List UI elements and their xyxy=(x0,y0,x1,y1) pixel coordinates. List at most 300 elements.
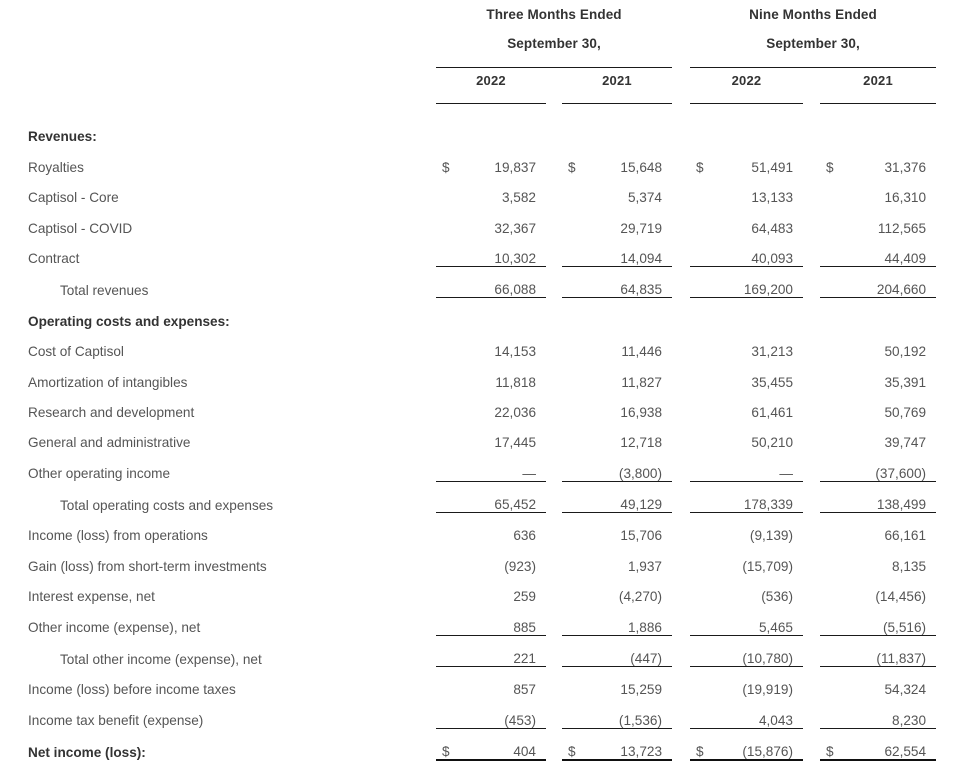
row-label: Captisol - COVID xyxy=(28,220,133,236)
col-gap-1 xyxy=(546,574,562,604)
value-cell-3: 51,491 xyxy=(751,159,793,175)
col-gap-1 xyxy=(546,604,562,635)
col-gap-2 xyxy=(672,543,690,573)
col-gap-3 xyxy=(803,114,820,144)
currency-symbol-1 xyxy=(436,697,462,728)
year-gap-2 xyxy=(672,68,690,95)
col-gap-3 xyxy=(803,359,820,389)
value-cell-2: 49,129 xyxy=(588,481,672,512)
col-gap-1 xyxy=(546,728,562,760)
currency-symbol-2 xyxy=(562,604,588,635)
group-rule-three-months xyxy=(436,58,672,68)
group-rule-row xyxy=(0,58,961,68)
value-cell-4: 8,135 xyxy=(892,558,927,574)
header-tail xyxy=(936,0,961,30)
row-tail xyxy=(936,175,961,205)
currency-symbol-1: $ xyxy=(442,159,450,175)
col-gap-2 xyxy=(672,450,690,481)
value-cell-3 xyxy=(716,298,803,329)
currency-symbol-2 xyxy=(562,114,588,144)
currency-symbol-3 xyxy=(690,236,716,267)
row-label: Total operating costs and expenses xyxy=(60,497,274,513)
rule-spacer xyxy=(0,58,436,68)
currency-symbol-4 xyxy=(820,236,846,267)
currency-symbol-3 xyxy=(690,574,716,604)
row-label: Operating costs and expenses: xyxy=(28,313,230,329)
table-row xyxy=(0,144,961,174)
currency-symbol-1 xyxy=(436,543,462,573)
currency-symbol-2 xyxy=(562,390,588,420)
currency-symbol-1 xyxy=(436,114,462,144)
value-cell-3: (15,876) xyxy=(716,728,803,760)
value-cell-2: 15,259 xyxy=(620,682,662,698)
currency-symbol-2 xyxy=(562,420,588,450)
year-rule-1 xyxy=(436,94,546,104)
value-cell-2: 64,835 xyxy=(588,266,672,297)
table-row xyxy=(0,390,961,420)
row-label: Cost of Captisol xyxy=(28,344,124,360)
currency-symbol-3: $ xyxy=(690,728,716,760)
currency-symbol-1 xyxy=(436,481,462,512)
header-tail-2 xyxy=(936,30,961,58)
row-label: Interest expense, net xyxy=(28,589,155,605)
currency-symbol-3 xyxy=(690,604,716,635)
year-tail xyxy=(936,68,961,95)
table-row xyxy=(0,635,961,666)
currency-symbol-1 xyxy=(436,667,462,698)
col-gap-2 xyxy=(672,359,690,389)
value-cell-3: 61,461 xyxy=(751,404,793,420)
year-rule-row xyxy=(0,94,961,104)
header-spacer xyxy=(0,0,436,30)
currency-symbol-4 xyxy=(820,635,846,666)
value-cell-1: 65,452 xyxy=(462,481,546,512)
col-gap-1 xyxy=(546,635,562,666)
row-tail xyxy=(936,205,961,235)
col-gap-1 xyxy=(546,298,562,329)
value-cell-1: 885 xyxy=(513,619,536,635)
group-title-three-months: Three Months Ended xyxy=(486,7,622,22)
row-tail xyxy=(936,298,961,329)
value-cell-2: 15,648 xyxy=(620,159,662,175)
value-cell-4: 50,192 xyxy=(884,344,927,360)
value-cell-3: 4,043 xyxy=(758,712,793,728)
currency-symbol-2 xyxy=(562,329,588,359)
row-label: Revenues: xyxy=(28,129,97,145)
col-gap-1 xyxy=(546,144,562,174)
row-tail xyxy=(936,635,961,666)
currency-symbol-2: $ xyxy=(568,159,576,175)
value-cell-3 xyxy=(716,114,803,144)
col-gap-3 xyxy=(803,175,820,205)
row-label: Net income (loss): xyxy=(28,745,146,761)
value-cell-4: 54,324 xyxy=(884,682,927,698)
year-rule-4 xyxy=(820,94,936,104)
value-cell-1: 22,036 xyxy=(494,404,536,420)
year-spacer xyxy=(0,68,436,95)
value-cell-1: 3,582 xyxy=(501,190,536,206)
year-rule-gap-1 xyxy=(546,94,562,104)
col-gap-1 xyxy=(546,420,562,450)
year-col-4: 2021 xyxy=(863,73,893,88)
col-gap-3 xyxy=(803,298,820,329)
group-title-nine-months: Nine Months Ended xyxy=(749,7,877,22)
currency-symbol-3 xyxy=(690,635,716,666)
currency-symbol-3 xyxy=(690,205,716,235)
row-tail xyxy=(936,236,961,267)
value-cell-3: 5,465 xyxy=(758,619,793,635)
row-label: Gain (loss) from short-term investments xyxy=(28,558,267,574)
table-row xyxy=(0,604,961,635)
col-gap-1 xyxy=(546,481,562,512)
currency-symbol-2 xyxy=(562,667,588,698)
col-gap-3 xyxy=(803,543,820,573)
currency-symbol-4: $ xyxy=(826,159,834,175)
currency-symbol-2 xyxy=(562,574,588,604)
rule-tail xyxy=(936,58,961,68)
col-gap-2 xyxy=(672,574,690,604)
year-gap-3 xyxy=(803,68,820,95)
value-cell-1 xyxy=(462,298,546,329)
col-gap-2 xyxy=(672,175,690,205)
col-gap-1 xyxy=(546,175,562,205)
table-row xyxy=(0,420,961,450)
year-col-1: 2022 xyxy=(476,73,506,88)
currency-symbol-3 xyxy=(690,420,716,450)
currency-symbol-2 xyxy=(562,359,588,389)
value-cell-4: (37,600) xyxy=(875,465,927,481)
currency-symbol-4 xyxy=(820,604,846,635)
col-gap-2 xyxy=(672,604,690,635)
value-cell-2: 1,937 xyxy=(627,558,662,574)
value-cell-1: 259 xyxy=(513,589,536,605)
value-cell-4: 8,230 xyxy=(892,712,927,728)
currency-symbol-3 xyxy=(690,513,716,544)
table-row xyxy=(0,359,961,389)
value-cell-2: 12,718 xyxy=(620,435,662,451)
row-label: General and administrative xyxy=(28,435,191,451)
value-cell-4: 39,747 xyxy=(884,435,927,451)
row-tail xyxy=(936,359,961,389)
currency-symbol-4 xyxy=(820,697,846,728)
year-col-3: 2022 xyxy=(731,73,762,88)
table-row xyxy=(0,175,961,205)
row-label: Amortization of intangibles xyxy=(28,374,188,390)
currency-symbol-4: $ xyxy=(820,728,846,760)
value-cell-3: (19,919) xyxy=(742,682,793,698)
currency-symbol-2 xyxy=(562,635,588,666)
value-cell-4: 16,310 xyxy=(884,190,927,206)
table-row xyxy=(0,697,961,728)
header-bottom-spacer-cell xyxy=(0,104,961,115)
col-gap-3 xyxy=(803,697,820,728)
year-rule-spacer xyxy=(0,94,436,104)
header-bottom-spacer xyxy=(0,104,961,115)
value-cell-3: (10,780) xyxy=(716,635,803,666)
value-cell-4: (11,837) xyxy=(846,635,936,666)
value-cell-1: (923) xyxy=(504,558,536,574)
col-gap-3 xyxy=(803,144,820,174)
currency-symbol-4 xyxy=(820,114,846,144)
col-gap-1 xyxy=(546,513,562,544)
currency-symbol-4 xyxy=(820,420,846,450)
group-subtitle-nine-months: September 30, xyxy=(766,36,860,51)
currency-symbol-1 xyxy=(436,329,462,359)
table-row xyxy=(0,236,961,267)
row-tail xyxy=(936,450,961,481)
currency-symbol-4 xyxy=(820,513,846,544)
col-gap-3 xyxy=(803,728,820,760)
col-gap-2 xyxy=(672,298,690,329)
value-cell-4: (14,456) xyxy=(875,589,927,605)
table-body xyxy=(0,114,961,760)
row-label: Captisol - Core xyxy=(28,190,119,206)
col-gap-1 xyxy=(546,543,562,573)
col-gap-3 xyxy=(803,513,820,544)
row-tail xyxy=(936,604,961,635)
value-cell-3: 178,339 xyxy=(716,481,803,512)
table-row xyxy=(0,450,961,481)
currency-symbol-1 xyxy=(436,604,462,635)
table-row xyxy=(0,114,961,144)
value-cell-3: (9,139) xyxy=(749,528,793,544)
table-row xyxy=(0,728,961,760)
table-header xyxy=(0,0,961,114)
table-row xyxy=(0,205,961,235)
value-cell-2: (3,800) xyxy=(618,465,662,481)
col-gap-2 xyxy=(672,513,690,544)
currency-symbol-3 xyxy=(690,329,716,359)
currency-symbol-1 xyxy=(436,359,462,389)
currency-symbol-1 xyxy=(436,205,462,235)
currency-symbol-4 xyxy=(820,574,846,604)
currency-symbol-3 xyxy=(690,114,716,144)
currency-symbol-2 xyxy=(562,697,588,728)
value-cell-4 xyxy=(846,114,936,144)
row-tail xyxy=(936,728,961,760)
currency-symbol-2 xyxy=(562,236,588,267)
col-gap-3 xyxy=(803,266,820,297)
row-label: Other income (expense), net xyxy=(28,620,201,636)
value-cell-4: (5,516) xyxy=(882,619,927,635)
value-cell-2 xyxy=(588,298,672,329)
value-cell-1: 636 xyxy=(513,528,536,544)
col-gap-2 xyxy=(672,266,690,297)
col-gap-1 xyxy=(546,205,562,235)
value-cell-1: 19,837 xyxy=(494,159,536,175)
currency-symbol-2 xyxy=(562,205,588,235)
col-gap-3 xyxy=(803,205,820,235)
header-spacer-2 xyxy=(0,30,436,58)
value-cell-2: (447) xyxy=(588,635,672,666)
col-gap-3 xyxy=(803,604,820,635)
currency-symbol-1 xyxy=(436,298,462,329)
value-cell-1: 66,088 xyxy=(462,266,546,297)
row-tail xyxy=(936,329,961,359)
value-cell-3: 64,483 xyxy=(751,220,793,236)
header-gap-2 xyxy=(672,30,690,58)
currency-symbol-1 xyxy=(436,175,462,205)
col-gap-2 xyxy=(672,205,690,235)
value-cell-3: 35,455 xyxy=(751,374,793,390)
col-gap-3 xyxy=(803,236,820,267)
col-gap-2 xyxy=(672,635,690,666)
row-tail xyxy=(936,574,961,604)
currency-symbol-1 xyxy=(436,266,462,297)
currency-symbol-4 xyxy=(820,329,846,359)
row-label: Other operating income xyxy=(28,466,171,482)
row-tail xyxy=(936,266,961,297)
row-tail xyxy=(936,513,961,544)
currency-symbol-4 xyxy=(820,481,846,512)
currency-symbol-4 xyxy=(820,205,846,235)
col-gap-2 xyxy=(672,390,690,420)
value-cell-1: 857 xyxy=(513,682,536,698)
currency-symbol-2: $ xyxy=(562,728,588,760)
col-gap-2 xyxy=(672,697,690,728)
value-cell-1: 14,153 xyxy=(494,344,536,360)
currency-symbol-3 xyxy=(690,450,716,481)
table-row xyxy=(0,266,961,297)
table-row xyxy=(0,513,961,544)
currency-symbol-3 xyxy=(690,481,716,512)
col-gap-3 xyxy=(803,574,820,604)
value-cell-1: — xyxy=(522,465,536,481)
row-label: Contract xyxy=(28,251,80,267)
col-gap-1 xyxy=(546,114,562,144)
year-rule-2 xyxy=(562,94,672,104)
col-gap-2 xyxy=(672,481,690,512)
currency-symbol-1 xyxy=(436,420,462,450)
col-gap-1 xyxy=(546,359,562,389)
currency-symbol-4 xyxy=(820,543,846,573)
table-row xyxy=(0,481,961,512)
currency-symbol-1 xyxy=(436,236,462,267)
row-tail xyxy=(936,420,961,450)
year-label-row xyxy=(0,68,961,95)
currency-symbol-4 xyxy=(820,667,846,698)
value-cell-1: 17,445 xyxy=(494,435,536,451)
currency-symbol-4 xyxy=(820,298,846,329)
col-gap-2 xyxy=(672,236,690,267)
header-gap xyxy=(672,0,690,30)
row-label: Income (loss) before income taxes xyxy=(28,682,236,698)
value-cell-2: 13,723 xyxy=(588,728,672,760)
currency-symbol-2 xyxy=(562,298,588,329)
col-gap-3 xyxy=(803,481,820,512)
col-gap-3 xyxy=(803,667,820,698)
currency-symbol-3 xyxy=(690,359,716,389)
value-cell-4 xyxy=(846,298,936,329)
value-cell-1: (453) xyxy=(504,712,536,728)
value-cell-1: 10,302 xyxy=(494,250,536,266)
currency-symbol-4 xyxy=(820,390,846,420)
currency-symbol-2 xyxy=(562,175,588,205)
table-row xyxy=(0,543,961,573)
row-tail xyxy=(936,114,961,144)
row-tail xyxy=(936,697,961,728)
col-gap-2 xyxy=(672,420,690,450)
col-gap-3 xyxy=(803,420,820,450)
value-cell-3: 13,133 xyxy=(751,190,793,206)
col-gap-1 xyxy=(546,697,562,728)
currency-symbol-2 xyxy=(562,266,588,297)
rule-gap xyxy=(672,58,690,68)
col-gap-2 xyxy=(672,728,690,760)
value-cell-4: 35,391 xyxy=(884,374,927,390)
currency-symbol-1 xyxy=(436,390,462,420)
row-tail xyxy=(936,144,961,174)
row-label: Total other income (expense), net xyxy=(60,651,262,667)
currency-symbol-4 xyxy=(820,450,846,481)
col-gap-1 xyxy=(546,266,562,297)
currency-symbol-1: $ xyxy=(436,728,462,760)
currency-symbol-3 xyxy=(690,697,716,728)
col-gap-3 xyxy=(803,390,820,420)
currency-symbol-1 xyxy=(436,513,462,544)
currency-symbol-3 xyxy=(690,175,716,205)
col-gap-1 xyxy=(546,329,562,359)
value-cell-1: 221 xyxy=(462,635,546,666)
currency-symbol-2 xyxy=(562,543,588,573)
col-gap-2 xyxy=(672,667,690,698)
value-cell-4: 112,565 xyxy=(877,220,927,236)
value-cell-2: 15,706 xyxy=(620,528,662,544)
col-gap-2 xyxy=(672,114,690,144)
year-rule-gap-3 xyxy=(803,94,820,104)
currency-symbol-4 xyxy=(820,266,846,297)
col-gap-3 xyxy=(803,329,820,359)
currency-symbol-4 xyxy=(820,359,846,389)
col-gap-1 xyxy=(546,667,562,698)
value-cell-1 xyxy=(462,114,546,144)
col-gap-2 xyxy=(672,329,690,359)
currency-symbol-3 xyxy=(690,266,716,297)
currency-symbol-3: $ xyxy=(696,159,704,175)
currency-symbol-1 xyxy=(436,450,462,481)
currency-symbol-3 xyxy=(690,667,716,698)
currency-symbol-3 xyxy=(690,390,716,420)
value-cell-1: 32,367 xyxy=(494,220,536,236)
value-cell-4: 138,499 xyxy=(846,481,936,512)
currency-symbol-3 xyxy=(690,543,716,573)
value-cell-4: 50,769 xyxy=(884,404,927,420)
value-cell-1: 11,818 xyxy=(495,374,536,390)
col-gap-3 xyxy=(803,635,820,666)
value-cell-4: 31,376 xyxy=(884,159,927,175)
value-cell-3: 169,200 xyxy=(716,266,803,297)
row-tail xyxy=(936,667,961,698)
currency-symbol-1 xyxy=(436,635,462,666)
row-label: Research and development xyxy=(28,404,195,420)
value-cell-4: 44,409 xyxy=(884,250,927,266)
row-tail xyxy=(936,390,961,420)
row-label: Income tax benefit (expense) xyxy=(28,713,204,729)
value-cell-2: 5,374 xyxy=(627,190,662,206)
currency-symbol-4 xyxy=(820,175,846,205)
value-cell-2: 29,719 xyxy=(620,220,662,236)
currency-symbol-1 xyxy=(436,574,462,604)
value-cell-4: 66,161 xyxy=(884,528,927,544)
table-row xyxy=(0,667,961,698)
value-cell-2: 16,938 xyxy=(620,404,662,420)
col-gap-3 xyxy=(803,450,820,481)
value-cell-2 xyxy=(588,114,672,144)
year-rule-3 xyxy=(690,94,803,104)
row-tail xyxy=(936,481,961,512)
value-cell-1: 404 xyxy=(462,728,546,760)
year-rule-gap-2 xyxy=(672,94,690,104)
